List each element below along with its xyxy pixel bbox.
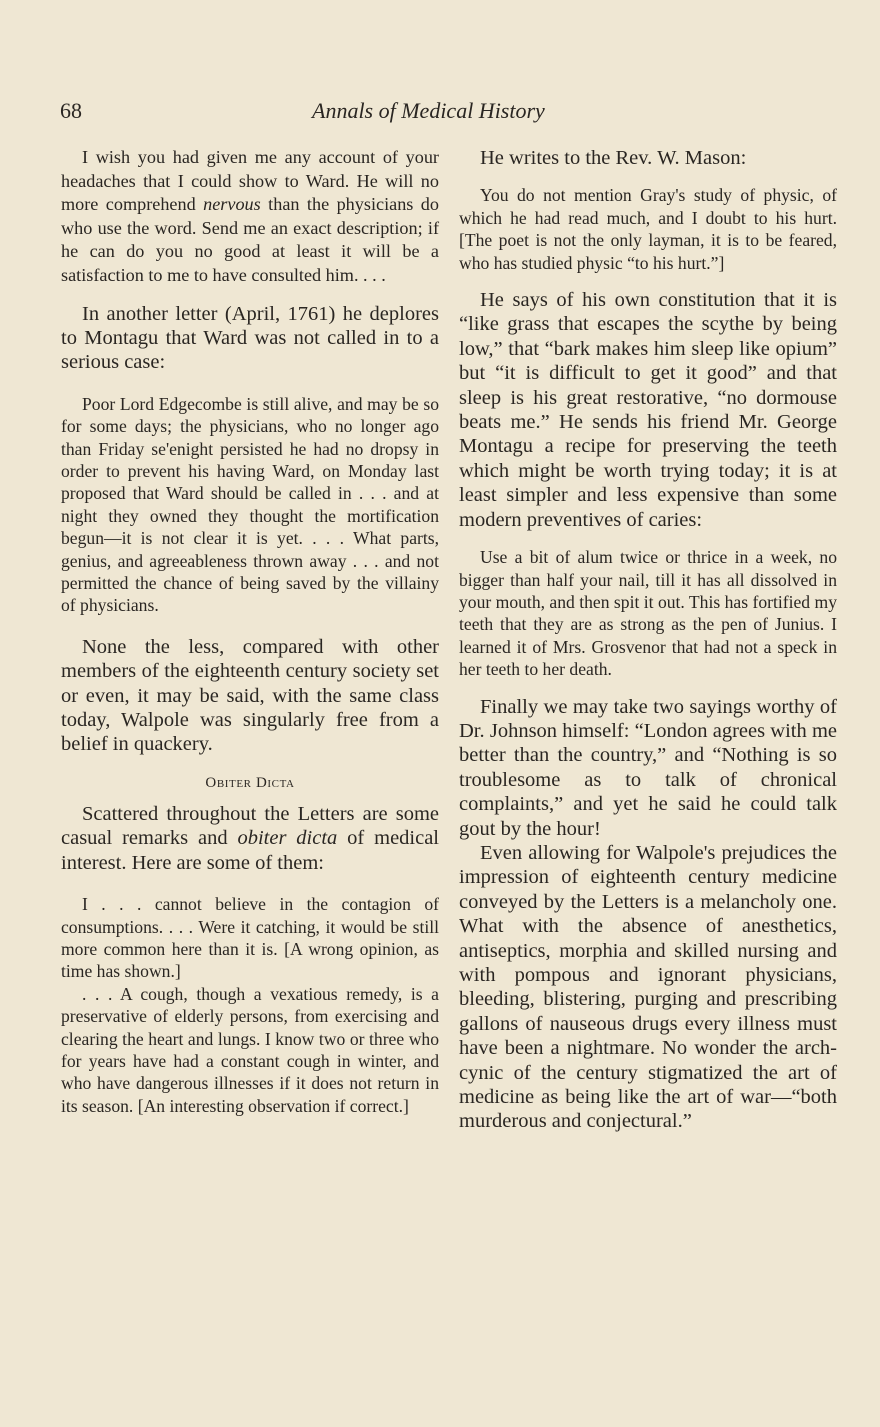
- paragraph-text: of medical interest. Here are some of them:: [61, 827, 440, 874]
- running-title: Annals of Medical History: [312, 98, 545, 123]
- paragraph-none-the-less: None the less, compared with other members of the eighteenth century society set or even, it may be said, with the same class today, Walpole was singularly free from a belief in quackery.: [61, 635, 439, 756]
- quote-edgecombe: Poor Lord Edgecombe is still alive, and may be so for some days; the physicians, who no longer ago than Friday se'enight persisted he had no dropsy in order to prevent his having Ward, on Monday last proposed that Ward should be called in . . . and at night they owned they thought the mortification begun—it is not clear it is yet. . . . What parts, genius, and agreeableness thrown away . . . and not permitted the chance of being saved by the villainy of physicians.: [61, 393, 439, 616]
- paragraph-scattered: [61, 802, 439, 875]
- paragraph-writes-mason: He writes to the Rev. W. Mason:: [480, 147, 747, 169]
- paragraph-another-letter: In another letter (April, 1761) he deplores to Montagu that Ward was not called in to a serious case:: [61, 302, 439, 374]
- italic-term: nervous: [203, 194, 261, 215]
- right-column: [459, 146, 837, 1134]
- paragraph-finally: Finally we may take two sayings worthy of Dr. Johnson himself: “London agrees with me better than the country,” and “Nothing is so troublesome as to talk of chronical complaints,” and yet he said he could talk gout by the hour!: [459, 695, 837, 840]
- paragraph-constitution: He says of his own constitution that it is “like grass that escapes the scythe by being low,” that “bark makes him sleep like opium” but “it is difficult to get it good” and that sleep is his great restorative, “no dormouse beats me.” He sends his friend Mr. George Montagu a recipe for preserving the teeth which might be worth trying today; it is at least simpler and less expensive than some modern preventives of caries:: [459, 289, 837, 531]
- paragraph-text: Scattered throughout the Letters are some casual remarks and: [61, 802, 439, 850]
- quote-headaches: [61, 146, 439, 288]
- quote-text: I wish you had given me any account of your headaches that I could show to Ward. He will no more comprehend: [61, 147, 439, 215]
- left-column: [61, 146, 439, 1117]
- section-heading: Obiter Dicta: [205, 774, 295, 791]
- quote-consumptions: I . . . cannot believe in the contagion of consumptions. . . . Were it catching, it would be still more common here than it is. [A wrong opinion, as time has shown.]: [61, 894, 439, 982]
- page-header: [60, 98, 820, 128]
- page-number: 68: [60, 98, 82, 123]
- quote-gray: You do not mention Gray's study of physic, of which he had read much, and I doubt to his hurt. [The poet is not the only layman, it is to be feared, who has studied physic “to his hurt.”]: [459, 185, 837, 273]
- quote-alum: Use a bit of alum twice or thrice in a week, no bigger than half your nail, till it has all dissolved in your mouth, and then spit it out. This has fortified my teeth that they are as strong as the pen of Junius. I learned it of Mrs. Grosvenor that had not a speck in her teeth to her death.: [459, 547, 837, 680]
- paragraph-even-allowing: Even allowing for Walpole's prejudices the impression of eighteenth century medicine conveyed by the Letters is a melancholy one. What with the absence of anesthetics, antiseptics, morphia and skilled nursing and with pompous and ignorant physicians, bleeding, blistering, purging and prescribing gallons of nauseous drugs every illness must have been a nightmare. No wonder the arch-cynic of the century stigmatized the art of medicine as being like the art of war—“both murderous and conjectural.”: [459, 841, 837, 1133]
- quote-cough: . . . A cough, though a vexatious remedy, is a preservative of elderly persons, from exercising and clearing the heart and lungs. I know two or three who for years have had a constant cough in winter, and who have dangerous illnesses if it does not return in its season. [An interesting observation if correct.]: [61, 983, 439, 1116]
- italic-term: obiter dicta: [237, 827, 338, 850]
- quote-text: than the physicians do who use the word. Send me an exact description; if he can do you no good at least it will be a satisfaction to me to have consulted him. . . .: [61, 194, 439, 285]
